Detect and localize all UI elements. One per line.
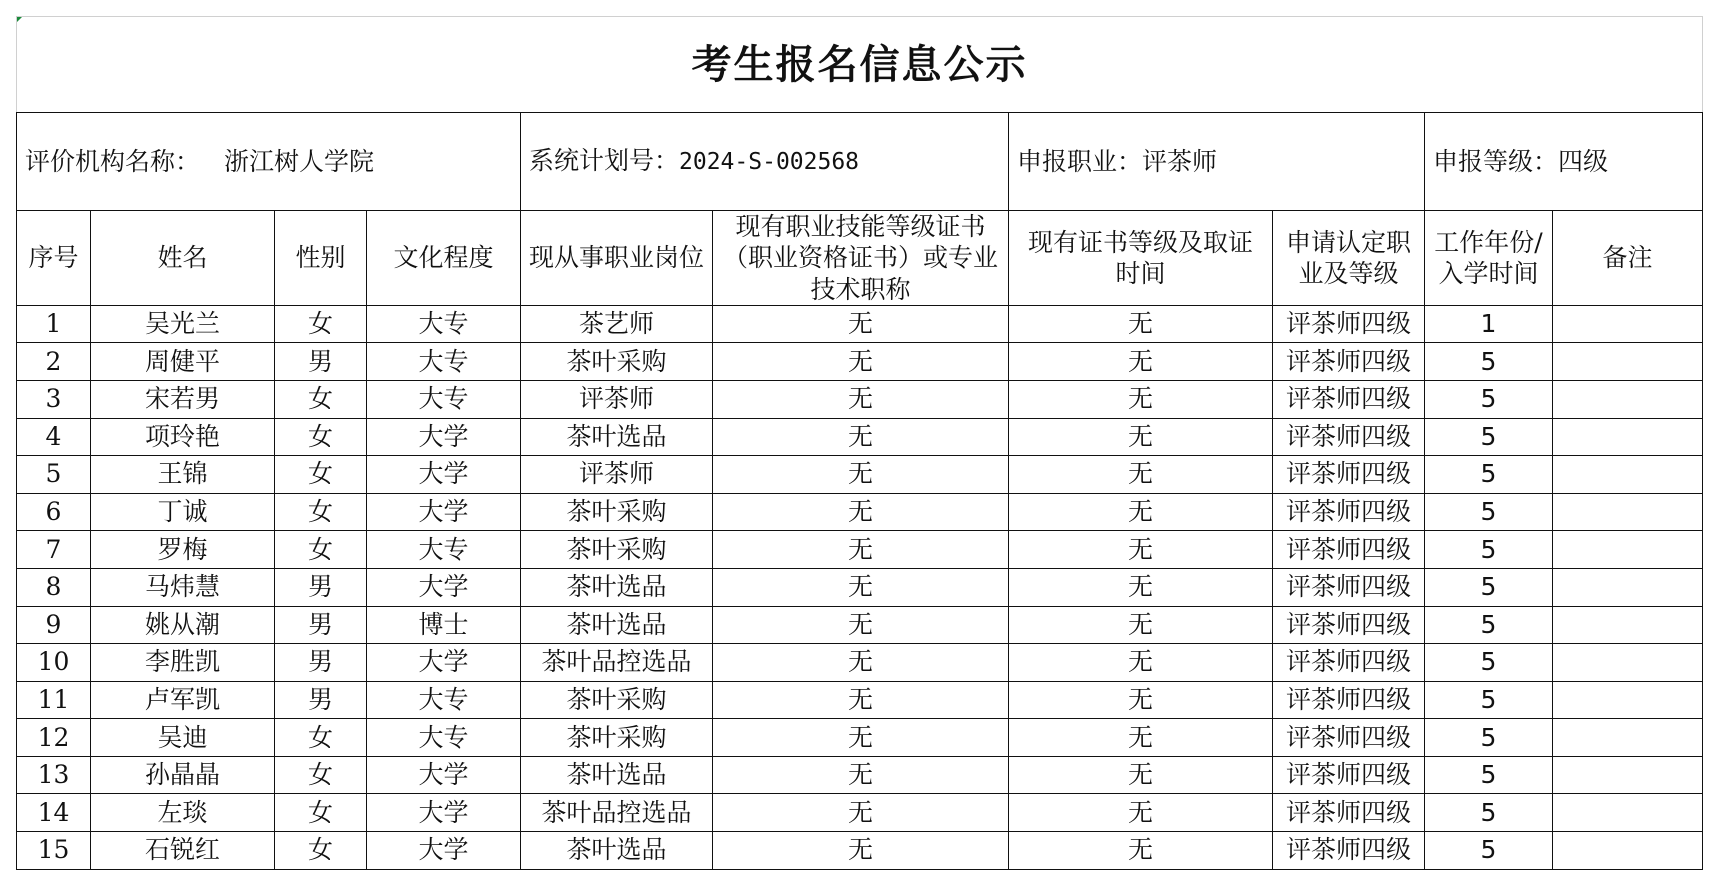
cell-cert-level-time: 无	[1009, 531, 1273, 569]
header-remark: 备注	[1553, 211, 1703, 306]
cell-certificate: 无	[713, 343, 1009, 381]
cell-remark	[1553, 418, 1703, 456]
page-title: 考生报名信息公示	[17, 17, 1703, 113]
table-row	[17, 756, 1703, 794]
table-row	[17, 305, 1703, 343]
cell-education: 大学	[367, 568, 521, 606]
cell-education: 大专	[367, 719, 521, 757]
header-cert-level-time: 现有证书等级及取证时间	[1009, 211, 1273, 306]
cell-remark	[1553, 756, 1703, 794]
cell-remark	[1553, 531, 1703, 569]
cell-years: 1	[1425, 305, 1553, 343]
level-label: 申报等级：	[1433, 146, 1559, 176]
cell-years: 5	[1425, 531, 1553, 569]
cell-certificate: 无	[713, 305, 1009, 343]
cell-gender: 女	[275, 456, 367, 494]
level-value: 四级	[1558, 146, 1609, 176]
table-row	[17, 531, 1703, 569]
cell-position: 茶叶采购	[521, 343, 713, 381]
cell-gender: 女	[275, 531, 367, 569]
cell-no: 10	[17, 644, 91, 682]
cell-apply: 评茶师四级	[1273, 681, 1425, 719]
cell-years: 5	[1425, 719, 1553, 757]
header-apply: 申请认定职业及等级	[1273, 211, 1425, 306]
cell-cert-level-time: 无	[1009, 380, 1273, 418]
table-row	[17, 606, 1703, 644]
cell-years: 5	[1425, 756, 1553, 794]
cell-cert-level-time: 无	[1009, 343, 1273, 381]
cell-position: 茶叶采购	[521, 531, 713, 569]
cell-gender: 女	[275, 418, 367, 456]
cell-apply: 评茶师四级	[1273, 644, 1425, 682]
cell-name: 马炜慧	[91, 568, 275, 606]
cell-gender: 女	[275, 719, 367, 757]
cell-name: 宋若男	[91, 380, 275, 418]
cell-certificate: 无	[713, 719, 1009, 757]
cell-no: 11	[17, 681, 91, 719]
table-row	[17, 380, 1703, 418]
cell-gender: 男	[275, 343, 367, 381]
cell-gender: 男	[275, 681, 367, 719]
cell-cert-level-time: 无	[1009, 606, 1273, 644]
plan-label: 系统计划号：	[529, 146, 680, 176]
cell-position: 茶叶采购	[521, 493, 713, 531]
table-row	[17, 681, 1703, 719]
cell-education: 大学	[367, 418, 521, 456]
cell-apply: 评茶师四级	[1273, 531, 1425, 569]
cell-remark	[1553, 343, 1703, 381]
cell-gender: 男	[275, 644, 367, 682]
cell-certificate: 无	[713, 531, 1009, 569]
table-row	[17, 794, 1703, 832]
title-row	[17, 17, 1703, 113]
cell-name: 李胜凯	[91, 644, 275, 682]
cell-education: 大专	[367, 380, 521, 418]
plan-info-cell	[521, 113, 1009, 211]
cell-years: 5	[1425, 493, 1553, 531]
cell-years: 5	[1425, 794, 1553, 832]
cell-position: 茶叶选品	[521, 756, 713, 794]
cell-position: 茶叶选品	[521, 606, 713, 644]
cell-cert-level-time: 无	[1009, 794, 1273, 832]
plan-value: 2024-S-002568	[679, 149, 860, 176]
cell-certificate: 无	[713, 380, 1009, 418]
cell-name: 丁诚	[91, 493, 275, 531]
cell-cert-level-time: 无	[1009, 719, 1273, 757]
cell-years: 5	[1425, 380, 1553, 418]
job-value: 评茶师	[1142, 146, 1218, 176]
cell-education: 大学	[367, 644, 521, 682]
cell-education: 大学	[367, 832, 521, 870]
cell-apply: 评茶师四级	[1273, 493, 1425, 531]
cell-no: 15	[17, 832, 91, 870]
cell-education: 大学	[367, 756, 521, 794]
cell-name: 项玲艳	[91, 418, 275, 456]
cell-no: 5	[17, 456, 91, 494]
cell-certificate: 无	[713, 606, 1009, 644]
cell-apply: 评茶师四级	[1273, 456, 1425, 494]
cell-years: 5	[1425, 456, 1553, 494]
cell-certificate: 无	[713, 493, 1009, 531]
cell-no: 8	[17, 568, 91, 606]
cell-position: 茶叶采购	[521, 681, 713, 719]
cell-no: 6	[17, 493, 91, 531]
cell-remark	[1553, 681, 1703, 719]
cell-education: 大专	[367, 681, 521, 719]
cell-education: 大学	[367, 493, 521, 531]
cell-name: 卢军凯	[91, 681, 275, 719]
cell-name: 罗梅	[91, 531, 275, 569]
level-info-cell	[1425, 113, 1703, 211]
cell-no: 14	[17, 794, 91, 832]
header-name: 姓名	[91, 211, 275, 306]
cell-no: 1	[17, 305, 91, 343]
cell-gender: 女	[275, 756, 367, 794]
table-row	[17, 644, 1703, 682]
cell-certificate: 无	[713, 456, 1009, 494]
cell-name: 吴迪	[91, 719, 275, 757]
cell-name: 周健平	[91, 343, 275, 381]
cell-apply: 评茶师四级	[1273, 756, 1425, 794]
cell-apply: 评茶师四级	[1273, 305, 1425, 343]
cell-education: 大专	[367, 305, 521, 343]
cell-remark	[1553, 568, 1703, 606]
cell-gender: 女	[275, 832, 367, 870]
cell-no: 9	[17, 606, 91, 644]
cell-gender: 女	[275, 794, 367, 832]
header-education: 文化程度	[367, 211, 521, 306]
cell-certificate: 无	[713, 756, 1009, 794]
cell-certificate: 无	[713, 568, 1009, 606]
cell-remark	[1553, 832, 1703, 870]
cell-cert-level-time: 无	[1009, 418, 1273, 456]
cell-no: 3	[17, 380, 91, 418]
cell-name: 石锐红	[91, 832, 275, 870]
cell-apply: 评茶师四级	[1273, 794, 1425, 832]
table-row	[17, 418, 1703, 456]
table-row	[17, 568, 1703, 606]
cell-education: 大学	[367, 794, 521, 832]
cell-remark	[1553, 493, 1703, 531]
cell-position: 茶叶品控选品	[521, 644, 713, 682]
cell-position: 茶叶选品	[521, 832, 713, 870]
cell-cert-level-time: 无	[1009, 493, 1273, 531]
cell-name: 吴光兰	[91, 305, 275, 343]
cell-no: 4	[17, 418, 91, 456]
cell-position: 评茶师	[521, 456, 713, 494]
cell-position: 茶叶选品	[521, 568, 713, 606]
cell-apply: 评茶师四级	[1273, 832, 1425, 870]
job-info-cell	[1009, 113, 1425, 211]
cell-apply: 评茶师四级	[1273, 568, 1425, 606]
cell-years: 5	[1425, 418, 1553, 456]
cell-certificate: 无	[713, 794, 1009, 832]
cell-cert-level-time: 无	[1009, 681, 1273, 719]
cell-apply: 评茶师四级	[1273, 418, 1425, 456]
cell-no: 2	[17, 343, 91, 381]
cell-education: 博士	[367, 606, 521, 644]
notice-sheet	[16, 16, 1702, 870]
cell-cert-level-time: 无	[1009, 568, 1273, 606]
info-row	[17, 113, 1703, 211]
cell-remark	[1553, 380, 1703, 418]
cell-years: 5	[1425, 343, 1553, 381]
cell-position: 茶艺师	[521, 305, 713, 343]
header-years: 工作年份/入学时间	[1425, 211, 1553, 306]
table-row	[17, 832, 1703, 870]
cell-apply: 评茶师四级	[1273, 719, 1425, 757]
cell-remark	[1553, 305, 1703, 343]
cell-certificate: 无	[713, 644, 1009, 682]
cell-years: 5	[1425, 606, 1553, 644]
table-row	[17, 719, 1703, 757]
cell-certificate: 无	[713, 681, 1009, 719]
cell-gender: 男	[275, 606, 367, 644]
cell-apply: 评茶师四级	[1273, 343, 1425, 381]
table-row	[17, 456, 1703, 494]
cell-remark	[1553, 644, 1703, 682]
cell-years: 5	[1425, 681, 1553, 719]
cell-no: 12	[17, 719, 91, 757]
cell-remark	[1553, 794, 1703, 832]
table-row	[17, 343, 1703, 381]
cell-no: 7	[17, 531, 91, 569]
cell-years: 5	[1425, 644, 1553, 682]
cell-name: 孙晶晶	[91, 756, 275, 794]
cell-name: 左琰	[91, 794, 275, 832]
header-certificate: 现有职业技能等级证书（职业资格证书）或专业技术职称	[713, 211, 1009, 306]
cell-position: 茶叶采购	[521, 719, 713, 757]
cell-remark	[1553, 456, 1703, 494]
cell-education: 大专	[367, 343, 521, 381]
cell-certificate: 无	[713, 832, 1009, 870]
column-header-row	[17, 211, 1703, 306]
cell-cert-level-time: 无	[1009, 832, 1273, 870]
cell-name: 姚从潮	[91, 606, 275, 644]
org-info-cell	[17, 113, 521, 211]
header-no: 序号	[17, 211, 91, 306]
cell-name: 王锦	[91, 456, 275, 494]
header-gender: 性别	[275, 211, 367, 306]
org-label: 评价机构名称：	[25, 146, 201, 176]
cell-gender: 女	[275, 493, 367, 531]
cell-remark	[1553, 719, 1703, 757]
cell-certificate: 无	[713, 418, 1009, 456]
cell-cert-level-time: 无	[1009, 456, 1273, 494]
cell-cert-level-time: 无	[1009, 305, 1273, 343]
job-label: 申报职业：	[1017, 146, 1143, 176]
table-row	[17, 493, 1703, 531]
cell-gender: 女	[275, 305, 367, 343]
cell-education: 大专	[367, 531, 521, 569]
cell-apply: 评茶师四级	[1273, 380, 1425, 418]
cell-cert-level-time: 无	[1009, 756, 1273, 794]
cell-education: 大学	[367, 456, 521, 494]
cell-gender: 女	[275, 380, 367, 418]
org-value: 浙江树人学院	[224, 146, 375, 176]
cell-apply: 评茶师四级	[1273, 606, 1425, 644]
cell-years: 5	[1425, 568, 1553, 606]
cell-position: 茶叶品控选品	[521, 794, 713, 832]
cell-years: 5	[1425, 832, 1553, 870]
cell-gender: 男	[275, 568, 367, 606]
cell-remark	[1553, 606, 1703, 644]
cell-position: 评茶师	[521, 380, 713, 418]
cell-cert-level-time: 无	[1009, 644, 1273, 682]
cell-position: 茶叶选品	[521, 418, 713, 456]
cell-no: 13	[17, 756, 91, 794]
applicant-table	[16, 16, 1703, 870]
header-position: 现从事职业岗位	[521, 211, 713, 306]
